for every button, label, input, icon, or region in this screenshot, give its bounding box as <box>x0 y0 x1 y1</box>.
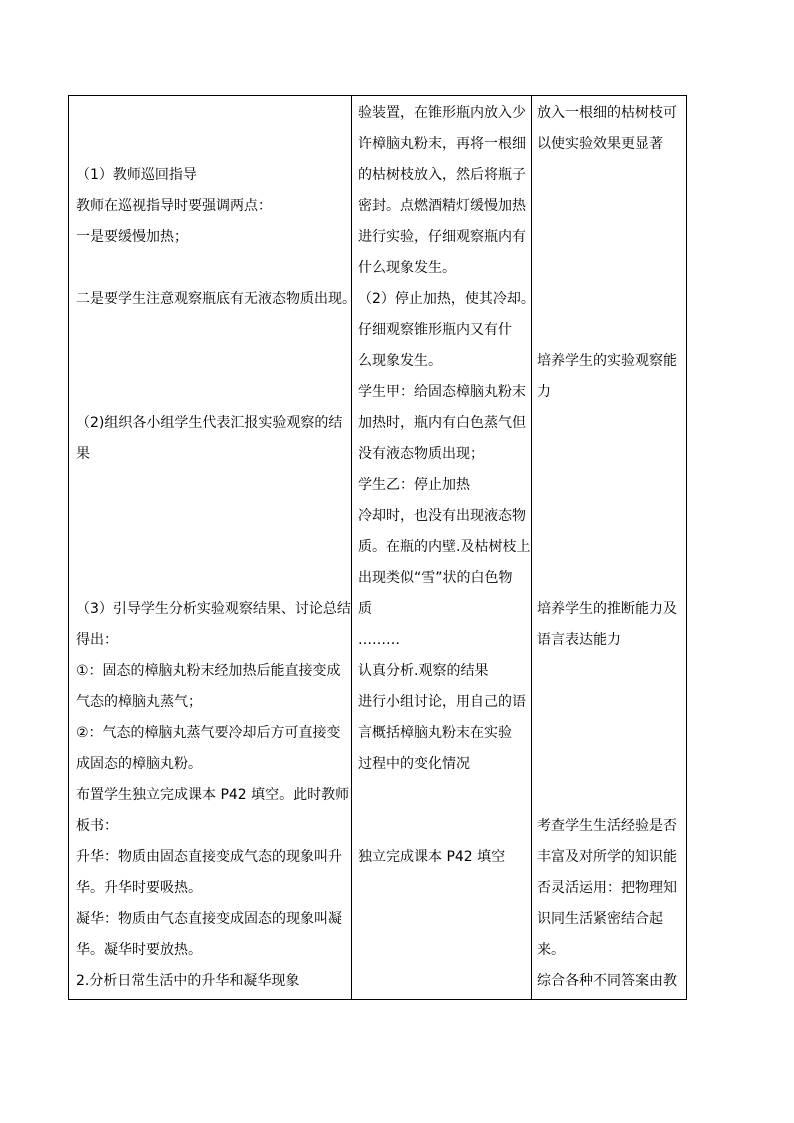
text-line: 仔细观察锥形瓶内又有什 <box>358 322 512 338</box>
text-line: 来。 <box>537 942 565 958</box>
column-divider <box>531 96 532 999</box>
text-line: 验装置，在锥形瓶内放入少 <box>358 105 526 121</box>
text-line: 没有液态物质出现； <box>358 446 484 462</box>
text-line: 语言表达能力 <box>537 632 621 648</box>
text-line: 学生乙：停止加热 <box>358 477 470 493</box>
text-line: 果 <box>76 446 90 462</box>
text-line: 识同生活紧密结合起 <box>537 911 663 927</box>
text-line: （3）引导学生分析实验观察结果、讨论总结 <box>76 601 351 617</box>
text-line: 放入一根细的枯树枝可 <box>537 105 677 121</box>
text-line: 力 <box>537 384 551 400</box>
text-line: 2.分析日常生活中的升华和凝华现象 <box>76 973 300 989</box>
text-line: 教师在巡视指导时要强调两点： <box>76 198 272 214</box>
text-line: 升华：物质由固态直接变成气态的现象叫升 <box>76 849 342 865</box>
text-line: 得出： <box>76 632 118 648</box>
text-line: 二是要学生注意观察瓶底有无液态物质出现。 <box>76 291 356 307</box>
text-line: 进行实验，仔细观察瓶内有 <box>358 229 526 245</box>
text-line: 么现象发生。 <box>358 353 442 369</box>
text-line: 气态的樟脑丸蒸气； <box>76 694 202 710</box>
text-line: 一是要缓慢加热； <box>76 229 188 245</box>
text-line: 培养学生的实验观察能 <box>537 353 677 369</box>
text-line: （1）教师巡回指导 <box>76 167 197 183</box>
text-line: 板书： <box>76 818 118 834</box>
text-line: 学生甲：给固态樟脑丸粉末 <box>358 384 526 400</box>
lesson-plan-table <box>68 95 687 1000</box>
text-line: 培养学生的推断能力及 <box>537 601 677 617</box>
text-line: 冷却时，也没有出现液态物 <box>358 508 526 524</box>
text-line: 认真分析.观察的结果 <box>358 663 489 679</box>
text-line: （2)组织各小组学生代表汇报实验观察的结 <box>76 415 343 431</box>
text-line: 密封。点燃酒精灯缓慢加热 <box>358 198 526 214</box>
text-line: 成固态的樟脑丸粉。 <box>76 756 202 772</box>
text-line: ②：气态的樟脑丸蒸气要冷却后方可直接变 <box>76 725 341 741</box>
text-line: 的枯树枝放入，然后将瓶子 <box>358 167 526 183</box>
text-line: 考查学生生活经验是否 <box>537 818 677 834</box>
text-line: 否灵活运用：把物理知 <box>537 880 677 896</box>
text-line: 出现类似“雪”状的白色物 <box>358 570 513 586</box>
text-line: 许樟脑丸粉末，再将一根细 <box>358 136 526 152</box>
text-line: ……… <box>358 632 400 648</box>
text-line: （2）停止加热，使其冷却。 <box>358 291 535 307</box>
text-line: 进行小组讨论，用自己的语 <box>358 694 526 710</box>
text-line: 什么现象发生。 <box>358 260 456 276</box>
column-divider <box>351 96 352 999</box>
text-line: ①：固态的樟脑丸粉末经加热后能直接变成 <box>76 663 341 679</box>
text-line: 质。在瓶的内壁.及枯树枝上 <box>358 539 531 555</box>
text-line: 言概括樟脑丸粉末在实验 <box>358 725 512 741</box>
text-line: 凝华：物质由气态直接变成固态的现象叫凝 <box>76 911 342 927</box>
text-line: 华。升华时要吸热。 <box>76 880 202 896</box>
text-line: 综合各种不同答案由教 <box>537 973 677 989</box>
text-line: 加热时，瓶内有白色蒸气但 <box>358 415 526 431</box>
text-line: 布置学生独立完成课本 P42 填空。此时教师 <box>76 787 350 803</box>
text-line: 质 <box>358 601 372 617</box>
text-line: 丰富及对所学的知识能 <box>537 849 677 865</box>
text-line: 华。凝华时要放热。 <box>76 942 202 958</box>
text-line: 独立完成课本 P42 填空 <box>358 849 506 865</box>
text-line: 以使实验效果更显著 <box>537 136 663 152</box>
text-line: 过程中的变化情况 <box>358 756 470 772</box>
